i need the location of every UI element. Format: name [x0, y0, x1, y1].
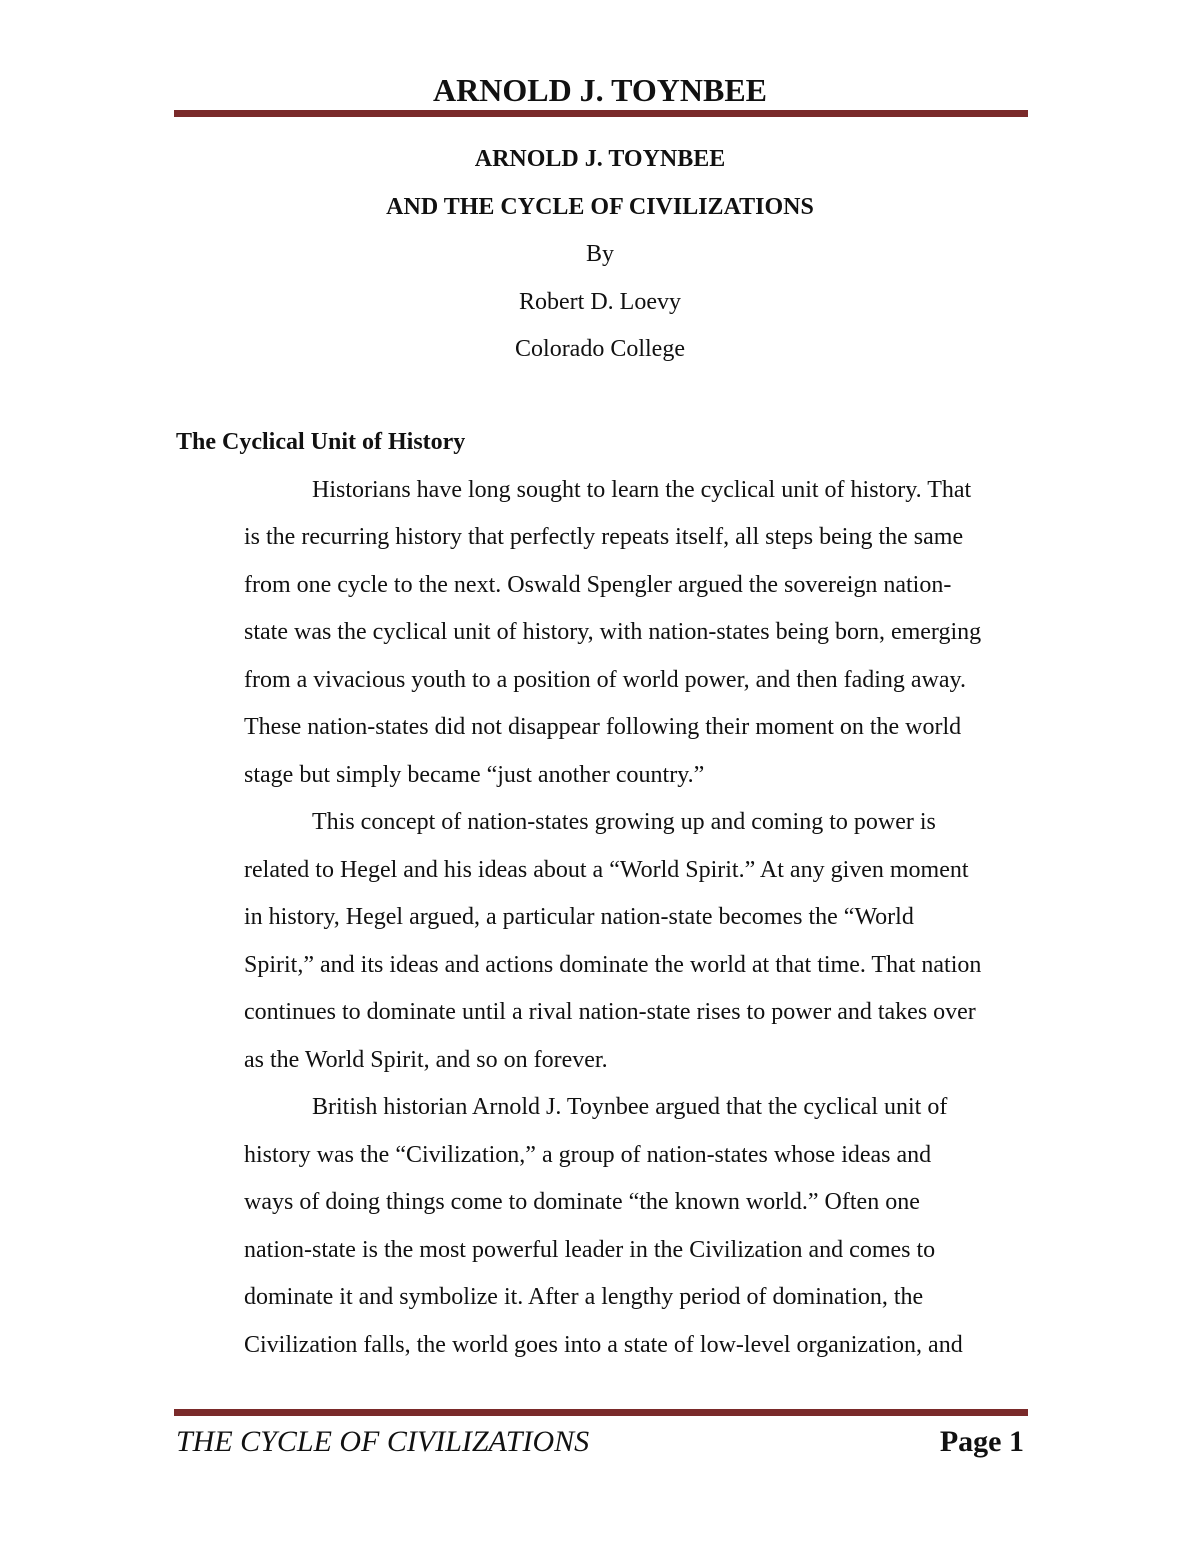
paragraph-line: These nation-states did not disappear following their moment on the world [244, 714, 962, 740]
byline-by: By [585, 241, 614, 267]
paragraph-line: continues to dominate until a rival nation-state rises to power and takes over [244, 999, 976, 1025]
header-rule [174, 110, 1028, 117]
author-institution: Colorado College [515, 336, 685, 362]
title-line-1: ARNOLD J. TOYNBEE [474, 146, 726, 172]
paragraph-line: from one cycle to the next. Oswald Spengler argued the sovereign nation- [244, 571, 952, 598]
author-name: Robert D. Loevy [519, 288, 681, 315]
section-heading: The Cyclical Unit of History [176, 429, 466, 455]
paragraph-line: Civilization falls, the world goes into a state of low-level organization, and [244, 1331, 963, 1358]
document-body [176, 419, 1036, 1369]
footer-title: THE CYCLE OF CIVILIZATIONS [176, 1425, 590, 1458]
running-header: ARNOLD J. TOYNBEE [433, 72, 767, 108]
title-block [0, 136, 1200, 374]
paragraph-line: state was the cyclical unit of history, with nation-states being born, emerging [244, 619, 982, 645]
paragraph-line: in history, Hegel argued, a particular nation-state becomes the “World [244, 904, 914, 930]
paragraph-line: nation-state is the most powerful leader in the Civilization and comes to [244, 1236, 936, 1263]
paragraph-line: ways of doing things come to dominate “the known world.” Often one [244, 1189, 920, 1215]
paragraph-line: history was the “Civilization,” a group of nation-states whose ideas and [244, 1141, 932, 1168]
paragraph-line: Spirit,” and its ideas and actions dominate the world at that time. That nation [244, 951, 982, 978]
paragraph-1 [176, 467, 1036, 800]
paragraph-line: dominate it and symbolize it. After a lengthy period of domination, the [244, 1284, 924, 1310]
paragraph-line: is the recurring history that perfectly repeats itself, all steps being the same [244, 524, 964, 550]
title-line-2: AND THE CYCLE OF CIVILIZATIONS [386, 193, 814, 220]
page-footer [176, 1420, 1024, 1464]
page-number: Page 1 [939, 1425, 1024, 1458]
paragraph-line: British historian Arnold J. Toynbee argued that the cyclical unit of [312, 1094, 948, 1120]
paragraph-line: This concept of nation-states growing up and coming to power is [312, 809, 936, 835]
paragraph-line: stage but simply became “just another country.” [244, 761, 705, 788]
footer-rule [174, 1409, 1028, 1416]
paragraph-line: related to Hegel and his ideas about a “World Spirit.” At any given moment [244, 856, 969, 883]
paragraph-line: as the World Spirit, and so on forever. [244, 1046, 608, 1073]
paragraph-line: Historians have long sought to learn the cyclical unit of history. That [312, 476, 972, 503]
paragraph-2 [176, 799, 1036, 1084]
paragraph-3 [176, 1084, 1036, 1369]
paragraph-line: from a vivacious youth to a position of world power, and then fading away. [244, 666, 966, 693]
